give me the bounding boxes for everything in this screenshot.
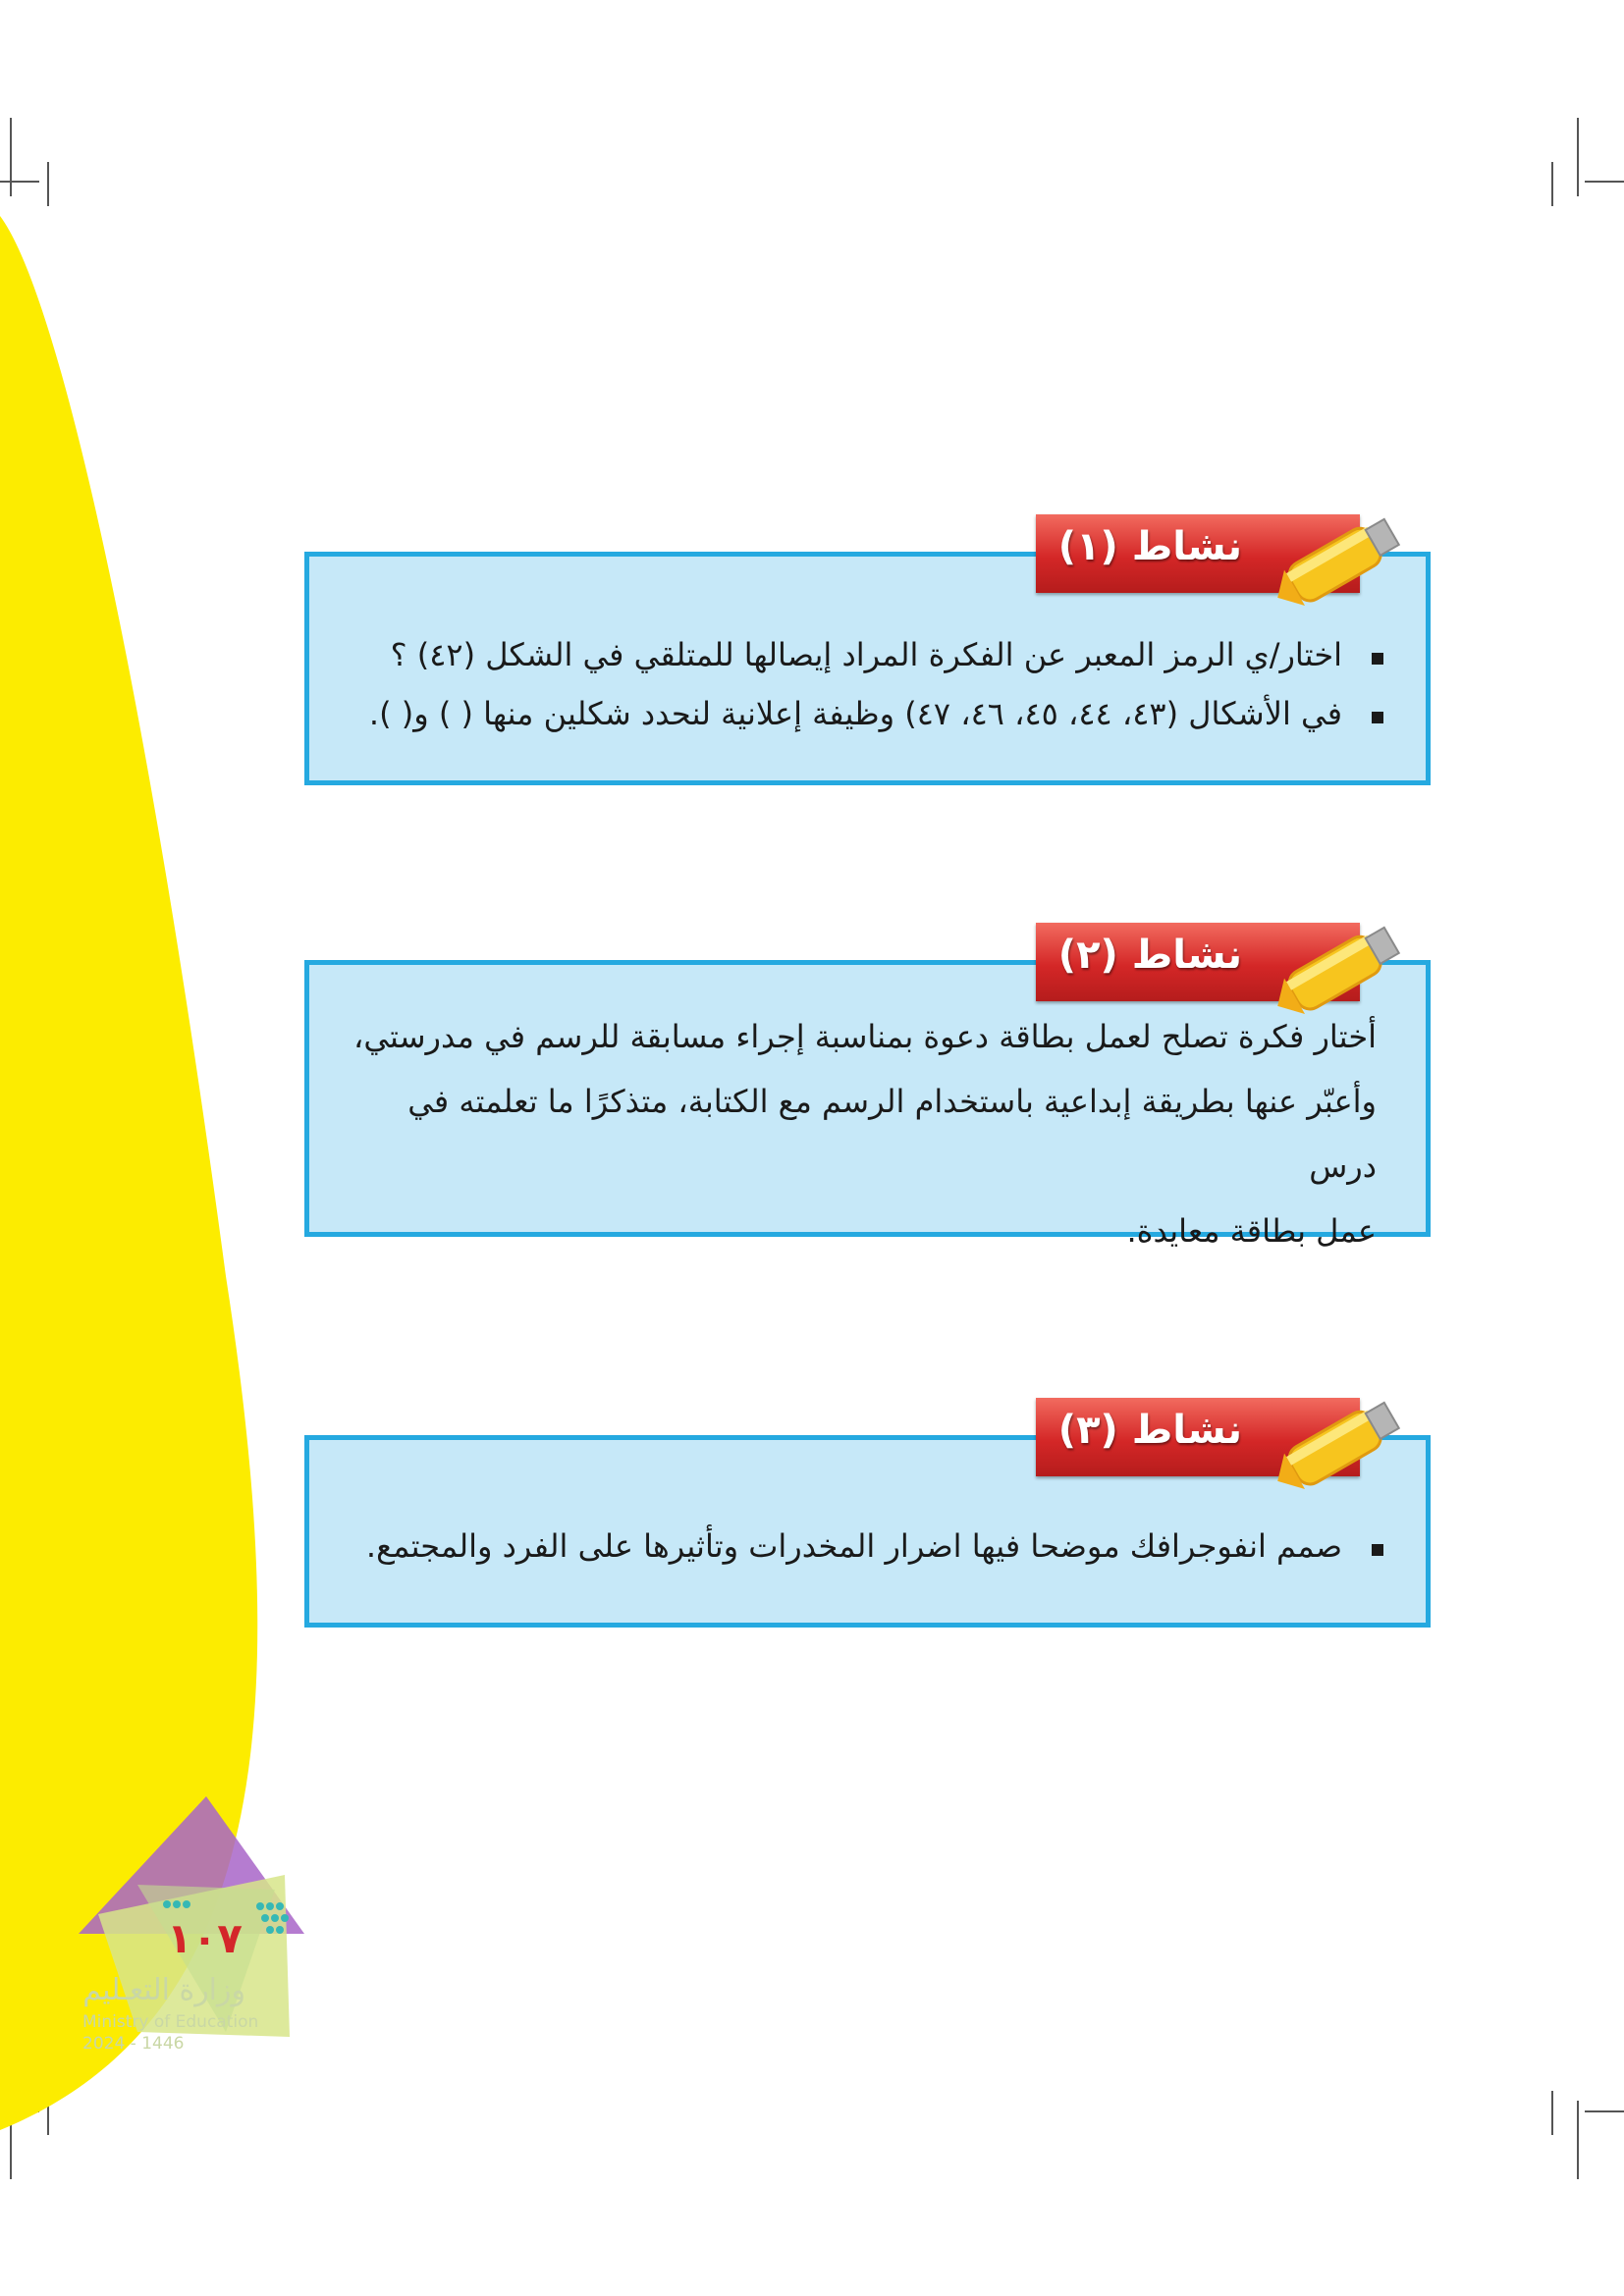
activity-1-title: نشاط (١)	[1057, 524, 1242, 569]
activity-2-line-2: وأعبّر عنها بطريقة إبداعية باستخدام الرسم مع الكتابة، متذكرًا ما تعلمته في درس	[407, 1083, 1377, 1185]
activity-3-title: نشاط (٣)	[1057, 1408, 1242, 1453]
crayon-icon	[1267, 907, 1434, 1015]
activity-2-line-3: عمل بطاقة معايدة.	[1126, 1212, 1377, 1250]
crop-mark	[1577, 2101, 1579, 2179]
crop-mark	[1577, 118, 1579, 196]
ministry-year: 2024 - 1446	[82, 2034, 185, 2054]
crop-mark	[1585, 2110, 1624, 2112]
activity-2-text	[309, 965, 1426, 1263]
activity-1-bullet-2: في الأشكال (٤٣، ٤٤، ٤٥، ٤٦، ٤٧) وظيفة إعلانية لنحدد شكلين منها ( ) و( ).	[309, 684, 1391, 743]
ministry-name-english: Ministry of Education	[82, 2012, 259, 2032]
crop-mark	[1551, 162, 1553, 206]
activity-1-bullet-1: اختار/ي الرمز المعبر عن الفكرة المراد إيصالها للمتلقي في الشكل (٤٢) ؟	[309, 625, 1391, 684]
ministry-name-arabic: وزارة التعـليم	[82, 1973, 245, 2007]
crop-mark	[1551, 2091, 1553, 2135]
activity-2-title: نشاط (٢)	[1057, 933, 1242, 978]
activity-box-2	[304, 960, 1431, 1250]
page-number: ١٠٧	[167, 1914, 243, 1962]
crayon-icon	[1267, 499, 1434, 607]
activity-3-bullet-1: صمم انفوجرافك موضحا فيها اضرار المخدرات وتأثيرها على الفرد والمجتمع.	[309, 1517, 1391, 1575]
crayon-icon	[1267, 1382, 1434, 1490]
crop-mark	[1585, 181, 1624, 183]
activity-2-line-1: أختار فكرة تصلح لعمل بطاقة دعوة بمناسبة إجراء مسابقة للرسم في مدرستي،	[353, 1018, 1377, 1055]
